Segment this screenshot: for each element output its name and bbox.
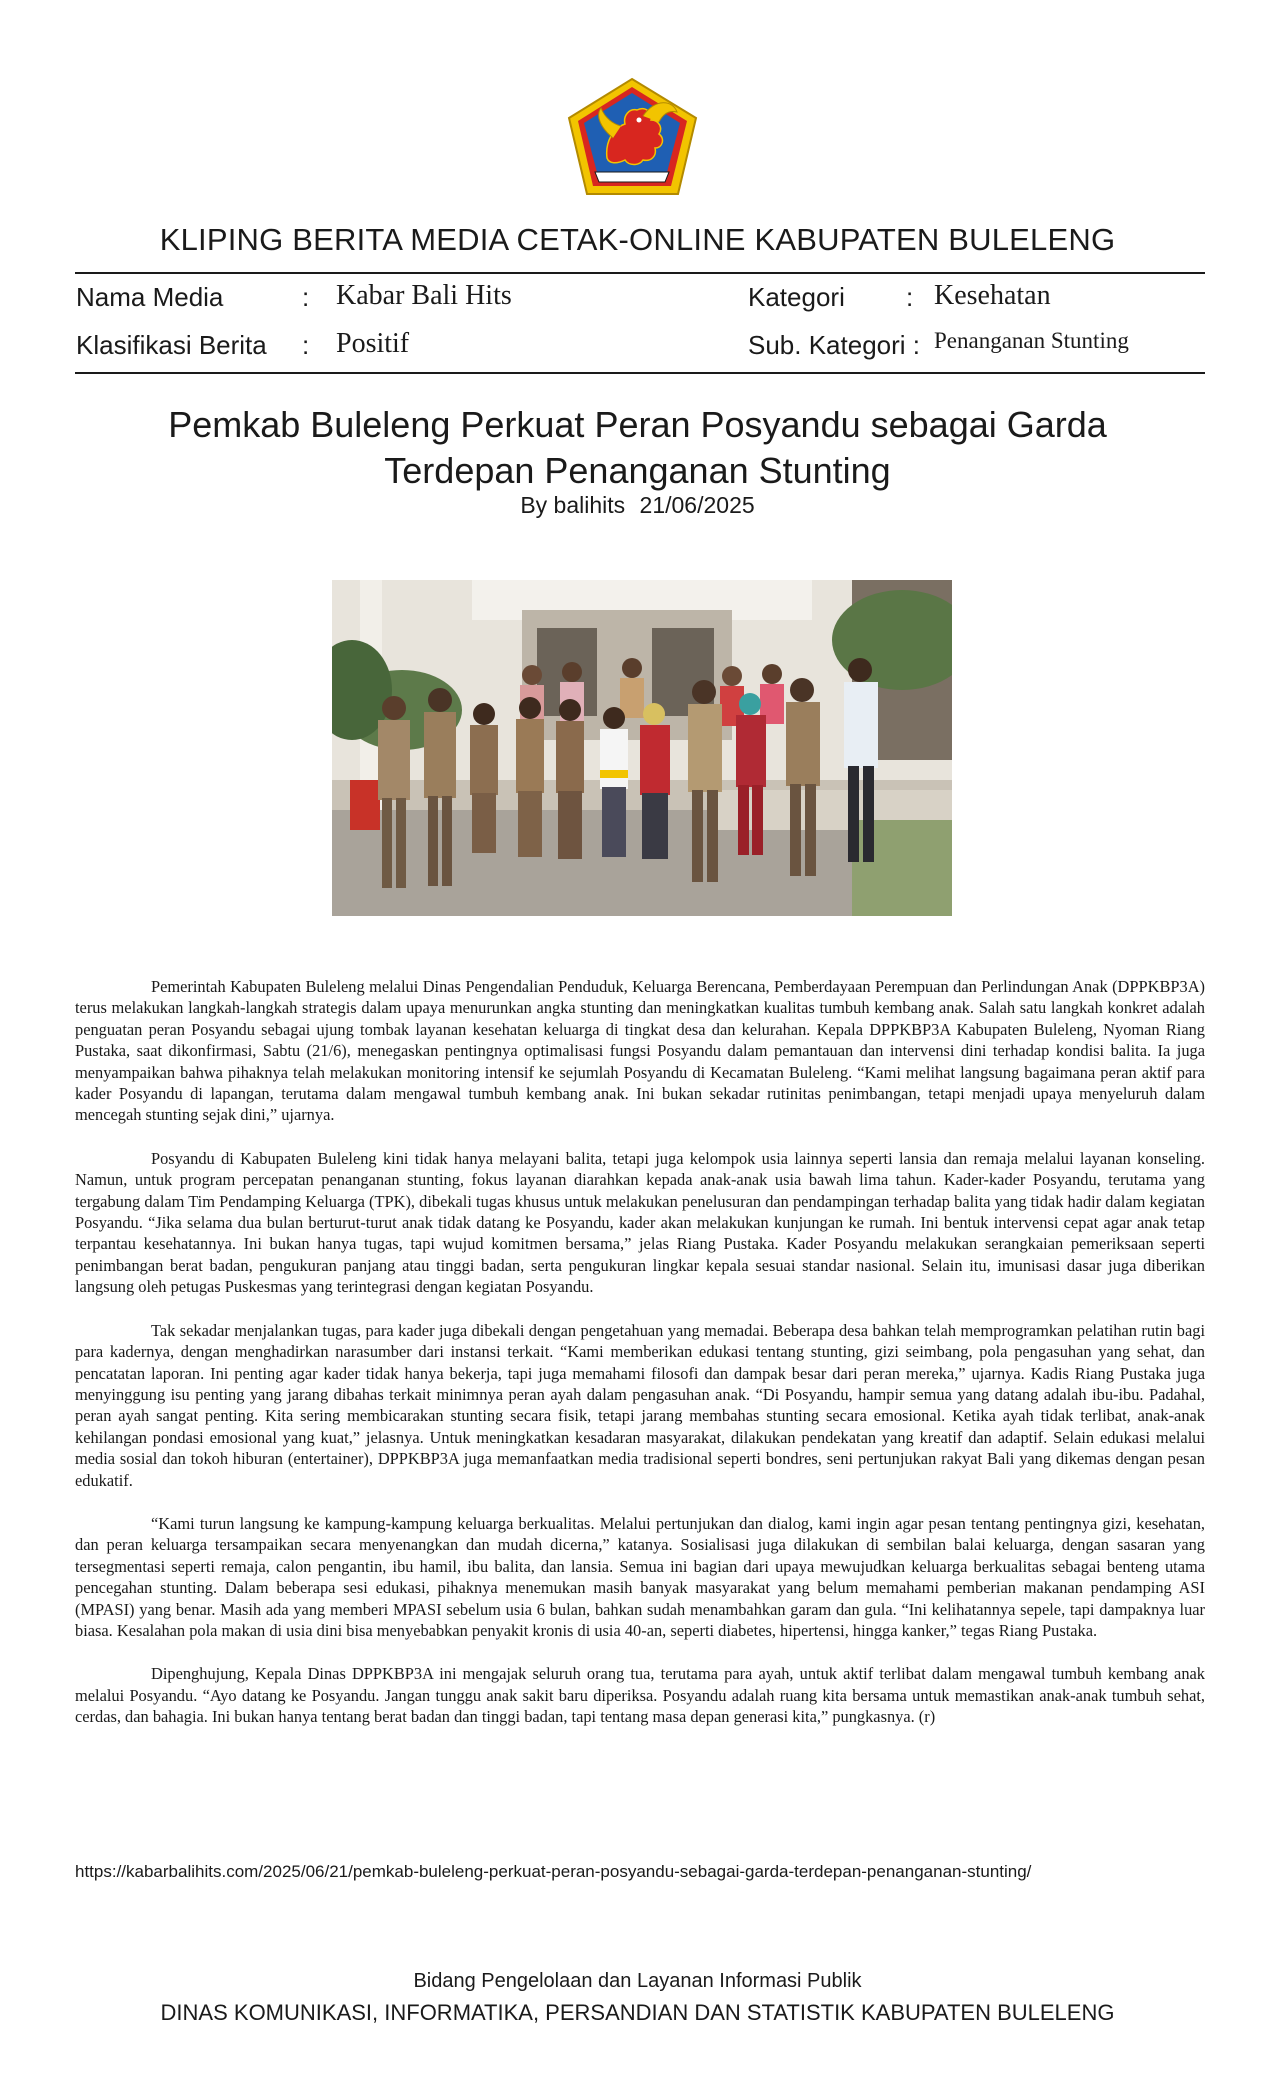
media-name-colon: : bbox=[302, 282, 310, 312]
article-author: By balihits bbox=[520, 492, 626, 518]
clipping-header-title: KLIPING BERITA MEDIA CETAK-ONLINE KABUPATEN BULELENG bbox=[159, 222, 1116, 257]
category-value: Kesehatan bbox=[934, 280, 1051, 311]
article-paragraph: Pemerintah Kabupaten Buleleng melalui Dinas Pengendalian Penduduk, Keluarga Berencana, Pemberdayaan Perempuan dan Perlindungan Anak (DPPKBP3A) terus melakukan langkah-langkah strategis dalam upaya menurunkan angka stunting dan meningkatkan kualitas tumbuh kembang anak. Salah satu langkah konkret adalah penguatan peran Posyandu sebagai ujung tombak layanan kesehatan keluarga di tingkat desa dan kelurahan. Kepala DPPKBP3A Kabupaten Buleleng, Nyoman Riang Pustaka, saat dikonfirmasi, Sabtu (21/6), menegaskan pentingnya optimalisasi fungsi Posyandu dalam pemantauan dan intervensi dini terhadap kondisi balita. Ia juga menyampaikan bahwa pihaknya telah melakukan monitoring intensif ke sejumlah Posyandu di Kecamatan Buleleng. “Kami melihat langsung bagaimana peran aktif para kader Posyandu di lapangan, terutama dalam mengawal tumbuh kembang anak. Ini bukan sekadar rutinitas penimbangan, tetapi menjadi upaya menyeluruh dalam mencegah stunting sejak dini,” ujarnya. bbox=[75, 977, 1205, 1125]
category-label: Kategori bbox=[748, 282, 845, 312]
article-paragraph: Tak sekadar menjalankan tugas, para kader juga dibekali dengan pengetahuan yang memadai. Beberapa desa bahkan telah memprogramkan pelatihan rutin bagi para kadernya, dengan menghadirkan narasumber dari instansi terkait. “Kami memberikan edukasi tentang stunting, gizi seimbang, pola pengasuhan yang sehat, dan pencatatan laporan. Ini penting agar kader tidak hanya bekerja, tapi juga memahami filosofi dan dampak besar dari peran mereka,” ujarnya. Kadis Riang Pustaka juga menyinggung isu penting yang jarang dibahas terkait minimnya peran ayah dalam pengasuhan anak. “Di Posyandu, hampir semua yang datang adalah ibu-ibu. Padahal, peran ayah sangat penting. Kita sering membicarakan stunting secara fisik, tetapi jarang membahas stunting secara emosional. Ketika ayah tidak terlibat, anak-anak kehilangan pondasi emosional yang kuat,” jelasnya. Untuk meningkatkan kesadaran masyarakat, dilakukan pendekatan yang kreatif dan adaptif. Selain edukasi melalui media sosial dan tokoh hiburan (entertainer), DPPKBP3A juga memanfaatkan media tradisional seperti bondres, seni pertunjukan rakyat Bali yang dikemas dengan pesan edukatif. bbox=[75, 1320, 1205, 1490]
header-divider-top bbox=[75, 272, 1205, 274]
article-photo bbox=[332, 580, 952, 916]
classification-colon: : bbox=[302, 330, 310, 360]
article-paragraph: “Kami turun langsung ke kampung-kampung keluarga berkualitas. Melalui pertunjukan dan dialog, kami ingin agar pesan tentang pentingnya gizi, kesehatan, dan peran keluarga tersampaikan secara menyenangkan dan mudah dicerna,” katanya. Sosialisasi juga dilakukan di sembilan balai keluarga, dengan sasaran yang tersegmentasi seperti remaja, calon pengantin, ibu hamil, ibu balita, dan lansia. Semua ini bagian dari upaya mewujudkan keluarga berkualitas sebagai benteng utama pencegahan stunting. Dalam beberapa sesi edukasi, pihaknya menemukan masih banyak masyarakat yang belum memahami pemberian makanan pendamping ASI (MPASI) yang benar. Masih ada yang memberi MPASI sebelum usia 6 bulan, bahkan sudah menambahkan garam dan gula. “Ini kelihatannya sepele, tapi dampaknya luar biasa. Kesalahan pola makan di usia dini bisa menyebabkan penyakit kronis di usia 40-an, seperti diabetes, hipertensi, hingga kanker,” tegas Riang Pustaka. bbox=[75, 1513, 1205, 1640]
source-url: https://kabarbalihits.com/2025/06/21/pemkab-buleleng-perkuat-peran-posyandu-sebagai-garda-terdepan-penanganan-stunting/ bbox=[75, 1862, 1032, 1881]
article-date: 21/06/2025 bbox=[639, 492, 755, 518]
article-paragraph: Posyandu di Kabupaten Buleleng kini tidak hanya melayani balita, tetapi juga kelompok usia lainnya seperti lansia dan remaja melalui layanan konseling. Namun, untuk program percepatan penanganan stunting, fokus layanan diarahkan kepada anak-anak usia bawah lima tahun. Kader-kader Posyandu, terutama yang tergabung dalam Tim Pendamping Keluarga (TPK), dibekali tugas khusus untuk melakukan penelusuran dan pendampingan terhadap balita yang tidak hadir dalam kegiatan Posyandu. “Jika selama dua bulan berturut-turut anak tidak datang ke Posyandu, kader akan melakukan kunjungan ke rumah. Ini bentuk intervensi cepat agar anak tetap terpantau kesehatannya. Ini bukan hanya tugas, tapi wujud komitmen bersama,” jelas Riang Pustaka. Kader Posyandu melakukan serangkaian pemeriksaan seperti penimbangan berat badan, pengukuran panjang atau tinggi badan, serta pengukuran lingkar kepala sesuai standar nasional. Selain itu, imunisasi dasar juga diberikan langsung oleh petugas Puskesmas yang terintegrasi dengan kegiatan Posyandu. bbox=[75, 1148, 1205, 1297]
category-colon: : bbox=[906, 282, 914, 312]
media-name-value: Kabar Bali Hits bbox=[336, 280, 512, 311]
subcategory-label: Sub. Kategori : bbox=[748, 330, 920, 360]
media-name-label: Nama Media bbox=[76, 282, 224, 312]
footer-agency: DINAS KOMUNIKASI, INFORMATIKA, PERSANDIAN DAN STATISTIK KABUPATEN BULELENG bbox=[160, 2000, 1115, 2025]
classification-value: Positif bbox=[336, 328, 410, 359]
subcategory-value: Penanganan Stunting bbox=[934, 328, 1129, 353]
article-body bbox=[75, 976, 1205, 1750]
footer-division: Bidang Pengelolaan dan Layanan Informasi Publik bbox=[413, 1970, 862, 1992]
buleleng-crest-logo bbox=[565, 76, 700, 201]
article-headline: Pemkab Buleleng Perkuat Peran Posyandu sebagai Garda Terdepan Penanganan Stunting bbox=[168, 404, 1107, 491]
classification-label: Klasifikasi Berita bbox=[76, 330, 267, 360]
header-divider-bottom bbox=[75, 372, 1205, 374]
article-byline bbox=[0, 492, 1275, 519]
article-paragraph: Dipenghujung, Kepala Dinas DPPKBP3A ini mengajak seluruh orang tua, terutama para ayah, untuk aktif terlibat dalam mengawal tumbuh kembang anak melalui Posyandu. “Ayo datang ke Posyandu. Jangan tunggu anak sakit baru diperiksa. Posyandu adalah ruang kita bersama untuk memastikan anak-anak tumbuh sehat, cerdas, dan bahagia. Ini bukan hanya tentang berat badan dan tinggi badan, tapi tentang masa depan generasi kita,” pungkasnya. (r) bbox=[75, 1664, 1205, 1727]
